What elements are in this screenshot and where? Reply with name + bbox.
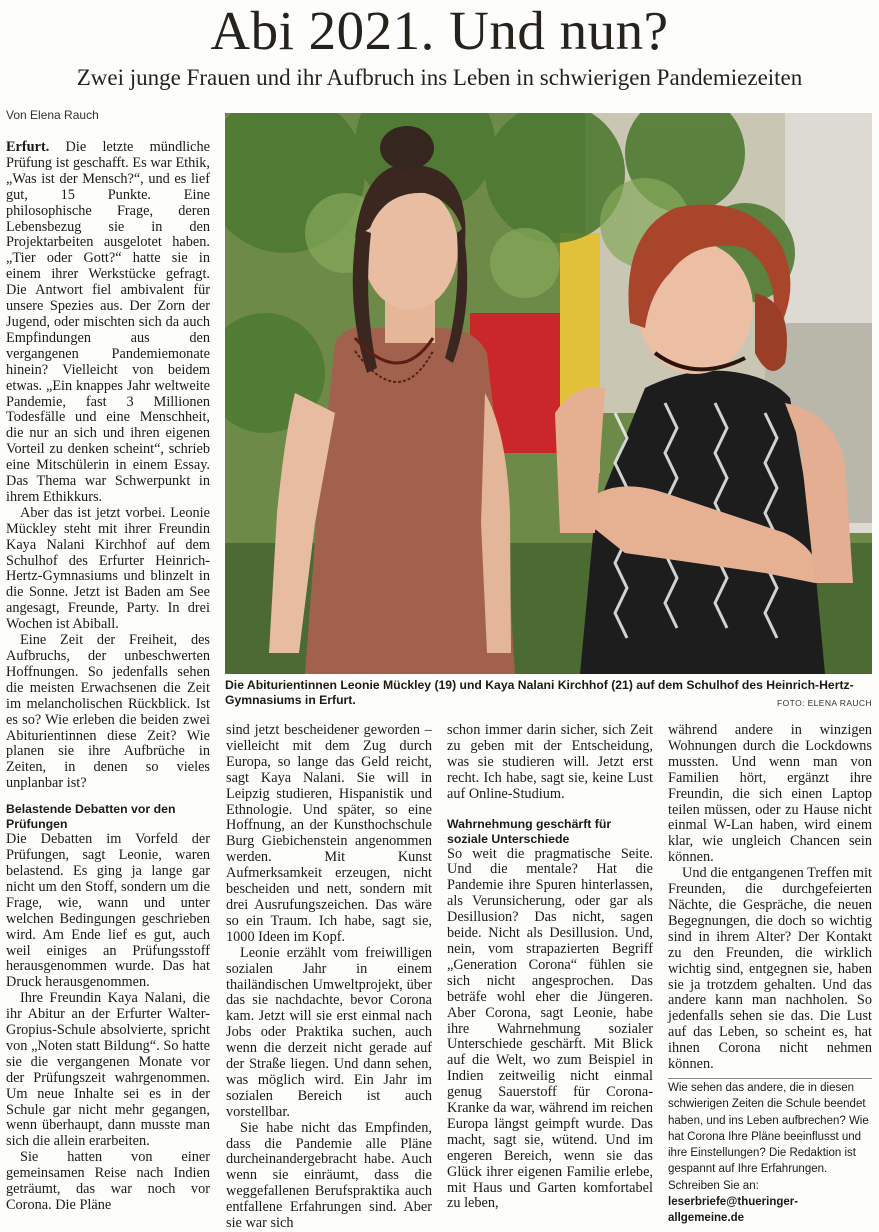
paragraph: So weit die pragmatische Seite. Und die mentale? Hat die Pandemie ihre Spuren hinterlassen, als Verunsicherung, oder gar als Desillusion? Das nicht, sagen beide. Nicht als Desillusion. Und, nein, vom strapazierten Begriff „Generation Corona“ fühlen sie sich nicht angesprochen. Das beträfe wohl eher die Jüngeren. Aber Corona, sagt Leonie, habe ihre Wahrnehmung sozialer Unterschiede geschärft. Mit Blick auf die Welt, wo zum Beispiel in Indien zeitweilig nicht einmal genug Sauerstoff für Corona-Kranke da war, während im reichen Europa längst geimpft wurde. Das macht, sagt sie, wütend. Und im engeren Bereich, wenn sie das Glück ihrer eigenen Familie erlebe, mit Haus und Garten komfortabel zu leben, <box>447 845 653 1212</box>
text-column-2 <box>226 723 432 1232</box>
reader-email-link[interactable]: leserbriefe@thueringer-allgemeine.de <box>668 1196 799 1225</box>
text-column-3 <box>447 723 653 1212</box>
text-column-4 <box>668 723 872 1073</box>
article-headline: Abi 2021. Und nun? <box>210 0 669 61</box>
section-subheading: Belastende Debatten vor den Prüfungen <box>6 802 176 832</box>
paragraph: Ihre Freundin Kaya Nalani, die ihr Abitur an der Erfurter Walter-Gropius-Schule absolvierte, spricht von „Noten statt Bildung“. So hatte sie die vergangenen Monate vor der Prüfungszeit wahrgenommen. Um neue Inhalte sei es in der Schule gar nicht mehr gegangen, wenn überhaupt, dann musste man sich die allein erarbeiten. <box>6 990 210 1150</box>
article-photo <box>225 113 872 674</box>
paragraph: Aber das ist jetzt vorbei. Leonie Mückley steht mit ihrer Freundin Kaya Nalani Kirchhof auf dem Schulhof des Erfurter Heinrich-Hertz-Gymnasiums und blinzelt in die Sonne. Jetzt ist Baden am See angesagt, Freunde, Party. In drei Wochen ist Abiball. <box>6 504 210 633</box>
paragraph: Die Debatten im Vorfeld der Prüfungen, sagt Leonie, waren belastend. Es ging ja lange gar nicht um den Stoff, sondern um die Frage, wie, wann und unter welchen Bedingungen geschrieben wird. Am Ende lief es gut, auch weil einiges an Prüfungsstoff herausgenommen wurde. Das hat Druck herausgenommen. <box>6 831 210 991</box>
dateline: Erfurt. <box>6 139 50 155</box>
paragraph: schon immer darin sicher, sich Zeit zu geben mit der Entscheidung, was sie studieren will. Jetzt erst recht. Ich habe, sagt sie, keine Lust auf Online-Studium. <box>447 722 653 802</box>
text-column-1 <box>6 140 210 1214</box>
paragraph: Eine Zeit der Freiheit, des Aufbruchs, der unbeschwerten Hoffnungen. So jedenfalls sehen die meisten Erwachsenen die Zeit im melancholischen Rückblick. Ist es so? Wie erleben die beiden zwei Abiturientinnen diese Zeit? Wie planen sie ihre Aufbrüche in Zeiten, in denen so vieles unplanbar ist? <box>6 632 210 792</box>
reader-call-text: Wie sehen das andere, die in diesen schwierigen Zeiten die Schule beendet haben, und ins Leben aufbrechen? Wie hat Corona Ihre Pläne beeinflusst und ihre Einstellungen? Die Redaktion ist gespannt auf Ihre Erfahrungen. Schreiben Sie an: <box>668 1082 869 1192</box>
paragraph: Erfurt. Die letzte mündliche Prüfung ist geschafft. Es war Ethik, „Was ist der Mensch?“, und es lief gut, 15 Punkte. Eine philosophische Frage, deren Lebensbezug sie in den Projektarbeiten ausgelotet haben. „Tier oder Gott?“ hatte sie in einem ihrer Werkstücke gefragt. Die Antwort fiel ambivalent für unsere Spezies aus. Der Zorn der Jugend, oder mischten sich da auch Empfindungen aus den vergangenen Pandemiemonate hinein? Vielleicht von beidem etwas. „Ein knappes Jahr weltweite Pandemie, fast 3 Millionen Todesfälle und eine Menschheit, die nur an sich und ihren eigenen Vorteil zu denken scheint“, schrieb eine Mitschülerin in einem Essay. Das Thema war Schwerpunkt in ihrem Ethikkurs. <box>6 139 210 505</box>
paragraph: sind jetzt bescheidener geworden – vielleicht mit dem Zug durch Europa, so lange das Geld reicht, sagt Kaya Nalani. Sie will in Leipzig studieren, Hispanistik und Ethnologie. Und später, so eine Hoffnung, an der Kunsthochschule Burg Giebichenstein angenommen werden. Mit Kunst Aufmerksamkeit erzeugen, nicht bescheiden und nett, sondern mit drei Ausrufungszeichen. Das wäre so ein Traum. Ich habe, sagt sie, 1000 Ideen im Kopf. <box>226 722 432 945</box>
article-subheadline: Zwei junge Frauen und ihr Aufbruch ins Leben in schwierigen Pandemiezeiten <box>76 65 803 90</box>
paragraph: Sie habe nicht das Empfinden, dass die Pandemie alle Pläne durcheinandergebracht habe. Auch wenn sie einräumt, dass die weggefallenen Berufspraktika auch entfallene Erfahrungen sind. Aber sie war sich <box>226 1119 432 1232</box>
photo-caption: Die Abiturientinnen Leonie Mückley (19) und Kaya Nalani Kirchhof (21) auf dem Schulhof des Heinrich-Hertz-Gymnasiums in Erfurt. <box>225 678 854 707</box>
byline: Von Elena Rauch <box>6 108 99 122</box>
section-subheading: Wahrnehmung geschärft für soziale Unterschiede <box>447 816 612 846</box>
paragraph: Leonie erzählt vom freiwilligen sozialen Jahr in einem thailändischen Umweltprojekt, über das sie nachdachte, bevor Corona kam. Jetzt will sie erst einmal nach Jobs oder Praktika suchen, auch wenn die derzeit nicht gerade auf der Straße liegen. Und dann sehen, was möglich wird. Ein Jahr im sozialen Bereich ist auch vorstellbar. <box>226 944 432 1120</box>
paragraph: Sie hatten von einer gemeinsamen Reise nach Indien geträumt, das war noch vor Corona. Die Pläne <box>6 1149 210 1213</box>
paragraph: Und die entgangenen Treffen mit Freunden, die durchgefeierten Nächte, die Gespräche, die neuen Begegnungen, die doch so wichtig sind in ihrem Alter? Der Kontakt zu den Freunden, die wirklich wichtig sind, entgegnen sie, haben sie ja trotzdem gehalten. Und das andere kann man nachholen. So jedenfalls sehen sie das. Die Lust auf das Leben, so scheint es, hat ihnen Corona nicht nehmen können. <box>668 865 872 1073</box>
divider <box>668 1078 872 1079</box>
reader-call-box <box>668 1080 872 1227</box>
paragraph: während andere in winzigen Wohnungen durch die Lockdowns mussten. Und wenn man von Familien hört, ergänzt ihre Freundin, die sich einen Laptop teilen müssen, oder zu Hause nicht einmal W-Lan haben, wird einem klar, wie ungleich Chancen sein können. <box>668 722 872 866</box>
photo-credit: FOTO: ELENA RAUCH <box>777 698 872 708</box>
